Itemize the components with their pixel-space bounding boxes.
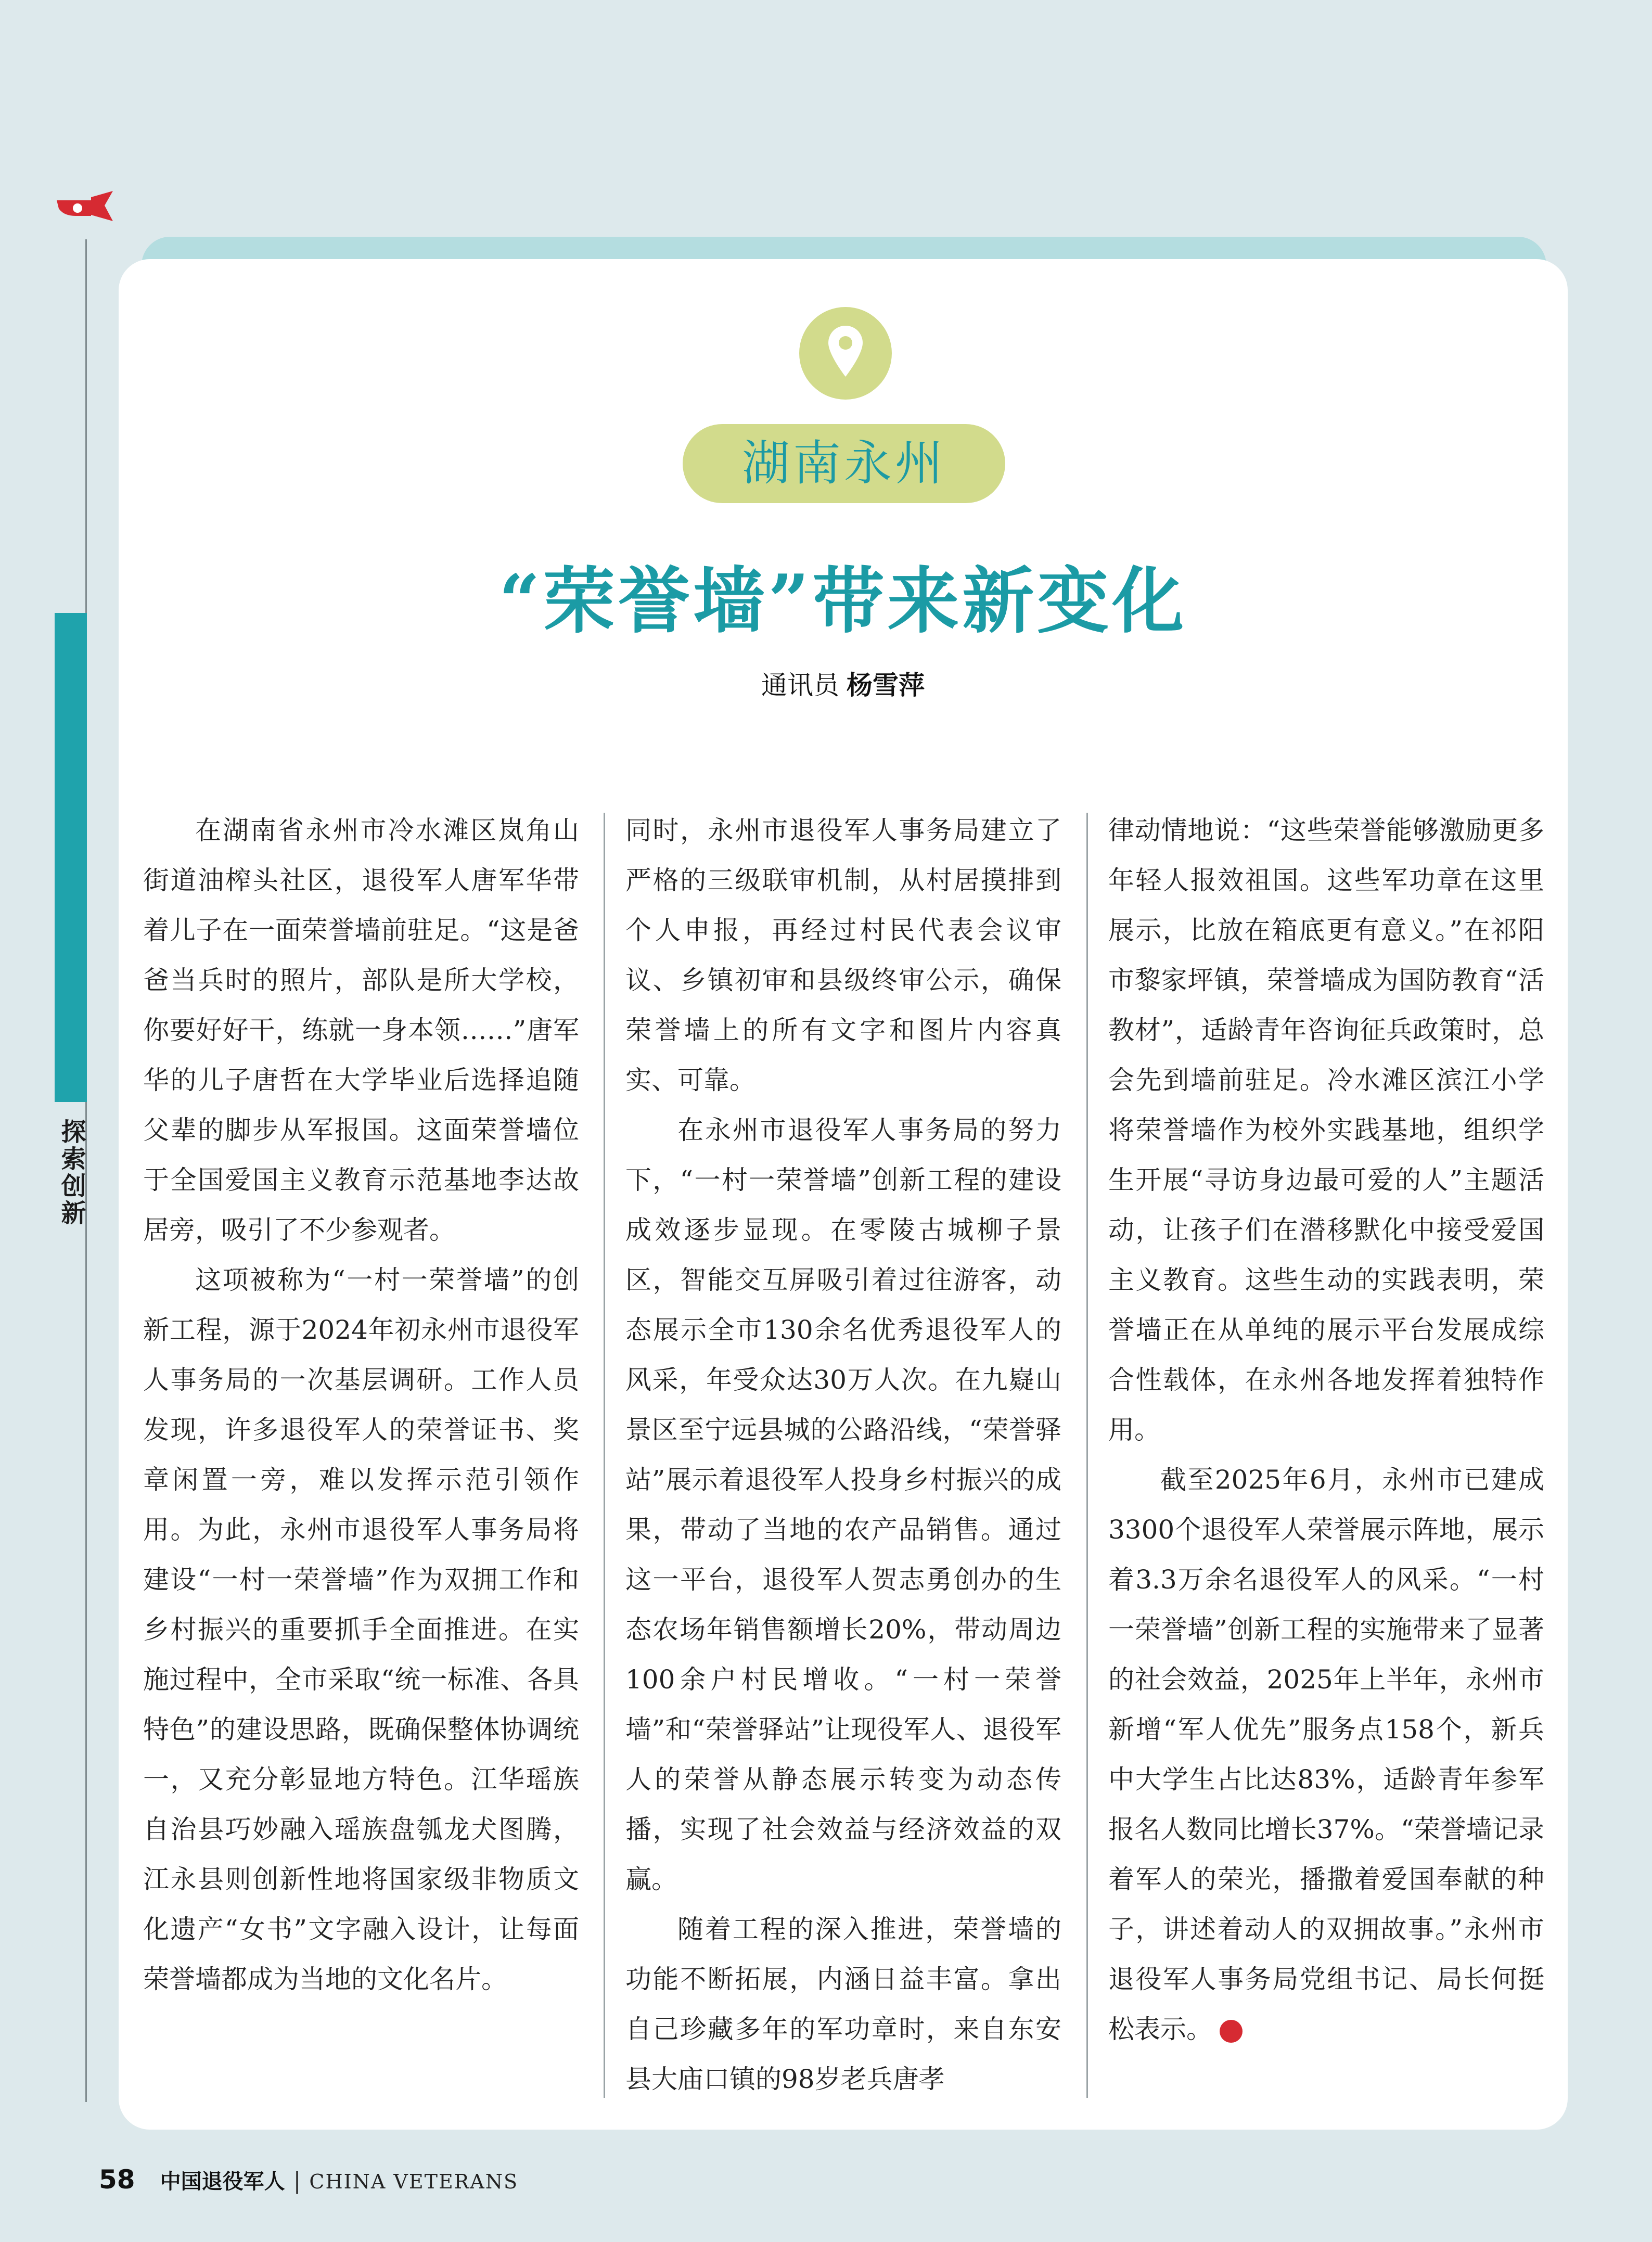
byline <box>583 667 1103 703</box>
byline-author: 杨雪萍 <box>847 670 925 700</box>
end-mark-icon: V <box>1220 2020 1243 2043</box>
paragraph: 随着工程的深入推进，荣誉墙的功能不断拓展，内涵日益丰富。拿出自己珍藏多年的军功章时，来自东安县大庙口镇的98岁老兵唐孝 <box>625 1914 1061 2094</box>
logo-mark-icon <box>55 190 116 224</box>
paragraph: 同时，永州市退役军人事务局建立了严格的三级联审机制，从村居摸排到个人申报，再经过村民代表会议审议、乡镇初审和县级终审公示，确保荣誉墙上的所有文字和图片内容真实、可靠。 <box>625 815 1061 1095</box>
footer-separator: | <box>293 2168 301 2194</box>
column-divider <box>604 813 605 2098</box>
column-divider <box>1086 813 1088 2098</box>
magazine-name-en: CHINA VETERANS <box>309 2170 519 2193</box>
page-footer <box>99 2164 518 2195</box>
section-color-bar <box>55 613 87 1102</box>
paragraph <box>1108 1455 1544 2054</box>
paragraph: 律动情地说：“这些荣誉能够激励更多年轻人报效祖国。这些军功章在这里展示，比放在箱底更有意义。”在祁阳市黎家坪镇，荣誉墙成为国防教育“活教材”，适龄青年咨询征兵政策时，总会先到墙前驻足。冷水滩区滨江小学将荣誉墙作为校外实践基地，组织学生开展“寻访身边最可爱的人”主题活动，让孩子们在潜移默化中接受爱国主义教育。这些生动的实践表明，荣誉墙正在从单纯的展示平台发展成综合性载体，在永州各地发挥着独特作用。 <box>1108 815 1544 1445</box>
paragraph: 这项被称为“一村一荣誉墙”的创新工程，源于2024年初永州市退役军人事务局的一次基层调研。工作人员发现，许多退役军人的荣誉证书、奖章闲置一旁，难以发挥示范引领作用。为此，永州市退役军人事务局将建设“一村一荣誉墙”作为双拥工作和乡村振兴的重要抓手全面推进。在实施过程中，全市采取“统一标准、各具特色”的建设思路，既确保整体协调统一，又充分彰显地方特色。江华瑶族自治县巧妙融入瑶族盘瓠龙犬图腾，江永县则创新性地将国家级非物质文化遗产“女书”文字融入设计，让每面荣誉墙都成为当地的文化名片。 <box>143 1265 579 1994</box>
paragraph: 在湖南省永州市冷水滩区岚角山街道油榨头社区，退役军人唐军华带着儿子在一面荣誉墙前驻足。“这是爸爸当兵时的照片，部队是所大学校，你要好好干，练就一身本领……”唐军华的儿子唐哲在大学毕业后选择追随父辈的脚步从军报国。这面荣誉墙位于全国爱国主义教育示范基地李达故居旁，吸引了不少参观者。 <box>143 815 579 1245</box>
byline-role: 通讯员 <box>761 670 839 700</box>
location-pin-badge <box>799 307 892 400</box>
article-title: “荣誉墙”带来新变化 <box>498 558 1187 643</box>
article-column-3 <box>1108 805 1544 2104</box>
location-pin-icon <box>827 325 864 379</box>
article-column-1 <box>143 805 579 2104</box>
magazine-name: 中国退役军人 <box>160 2170 285 2194</box>
page-number: 58 <box>99 2164 135 2195</box>
section-label: 探索创新 <box>57 1119 86 1227</box>
paragraph-text: 截至2025年6月，永州市已建成3300个退役军人荣誉展示阵地，展示着3.3万余名退役军人的风采。“一村一荣誉墙”创新工程的实施带来了显著的社会效益，2025年上半年，永州市新增“军人优先”服务点158个，新兵中大学生占比达83%，适龄青年参军报名人数同比增长37%。“荣誉墙记录着军人的荣光，播撒着爱国奉献的种子，讲述着动人的双拥故事。”永州市退役军人事务局党组书记、局长何挺松表示。 <box>1108 1465 1544 2044</box>
paragraph: 在永州市退役军人事务局的努力下，“一村一荣誉墙”创新工程的建设成效逐步显现。在零陵古城柳子景区，智能交互屏吸引着过往游客，动态展示全市130余名优秀退役军人的风采，年受众达30万人次。在九嶷山景区至宁远县城的公路沿线，“荣誉驿站”展示着退役军人投身乡村振兴的成果，带动了当地的农产品销售。通过这一平台，退役军人贺志勇创办的生态农场年销售额增长20%，带动周边100余户村民增收。“一村一荣誉墙”和“荣誉驿站”让现役军人、退役军人的荣誉从静态展示转变为动态传播，实现了社会效益与经济效益的双赢。 <box>625 1115 1061 1894</box>
location-tag: 湖南永州 <box>683 424 1005 503</box>
article-column-2 <box>625 805 1061 2104</box>
